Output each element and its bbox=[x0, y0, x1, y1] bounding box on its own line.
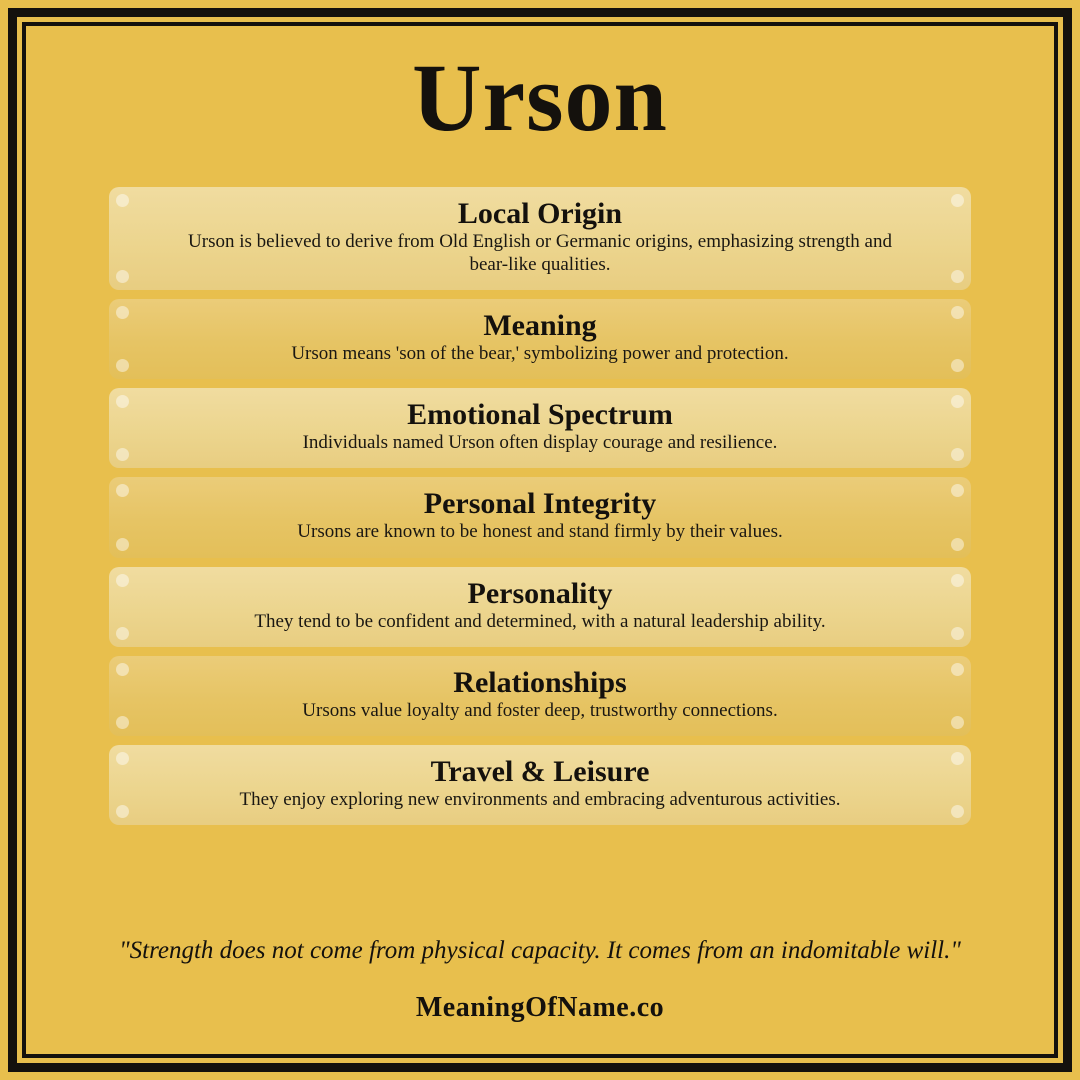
rivet-icon bbox=[951, 538, 964, 551]
rivet-icon bbox=[951, 306, 964, 319]
section-local-origin bbox=[109, 187, 971, 290]
rivet-icon bbox=[116, 627, 129, 640]
section-heading: Travel & Leisure bbox=[430, 755, 650, 788]
section-heading: Relationships bbox=[453, 665, 627, 699]
rivet-icon bbox=[951, 270, 964, 283]
rivet-icon bbox=[951, 716, 964, 729]
rivet-icon bbox=[116, 716, 129, 729]
rivet-icon bbox=[951, 484, 964, 497]
rivet-icon bbox=[951, 663, 964, 676]
page-title: Urson bbox=[412, 44, 668, 151]
rivet-icon bbox=[116, 574, 129, 587]
section-heading: Personality bbox=[467, 576, 613, 610]
rivet-icon bbox=[951, 359, 964, 372]
sections-list bbox=[109, 187, 971, 825]
rivet-icon bbox=[951, 395, 964, 408]
section-heading: Personal Integrity bbox=[423, 487, 657, 521]
section-travel-leisure bbox=[109, 745, 971, 825]
rivet-icon bbox=[116, 805, 129, 818]
section-text: Ursons are known to be honest and stand firmly by their values. bbox=[297, 521, 783, 543]
section-heading: Local Origin bbox=[457, 196, 623, 230]
rivet-icon bbox=[951, 574, 964, 587]
rivet-icon bbox=[116, 752, 129, 765]
rivet-icon bbox=[116, 448, 129, 461]
rivet-icon bbox=[951, 448, 964, 461]
rivet-icon bbox=[951, 805, 964, 818]
section-text: They enjoy exploring new environments and embracing adventurous activities. bbox=[239, 789, 841, 810]
section-heading: Meaning bbox=[483, 309, 597, 343]
rivet-icon bbox=[116, 663, 129, 676]
poster-footer bbox=[30, 936, 1050, 1050]
rivet-icon bbox=[951, 752, 964, 765]
section-text: Individuals named Urson often display courage and resilience. bbox=[302, 432, 778, 454]
quote-text: "Strength does not come from physical capacity. It comes from an indomitable will." bbox=[119, 937, 961, 964]
section-personal-integrity bbox=[109, 477, 971, 557]
rivet-icon bbox=[116, 359, 129, 372]
section-heading: Emotional Spectrum bbox=[407, 398, 673, 432]
section-relationships bbox=[109, 656, 971, 736]
rivet-icon bbox=[116, 306, 129, 319]
rivet-icon bbox=[116, 395, 129, 408]
section-text: Urson means 'son of the bear,' symbolizing power and protection. bbox=[291, 343, 789, 365]
section-text: Ursons value loyalty and foster deep, trustworthy connections. bbox=[302, 699, 778, 721]
section-text: Urson is believed to derive from Old English or Germanic origins, emphasizing strength and bear-like qualities. bbox=[188, 230, 892, 275]
rivet-icon bbox=[951, 194, 964, 207]
rivet-icon bbox=[116, 270, 129, 283]
section-text: They tend to be confident and determined, with a natural leadership ability. bbox=[254, 610, 826, 632]
brand-name: MeaningOfName.co bbox=[415, 992, 665, 1023]
rivet-icon bbox=[951, 627, 964, 640]
section-emotional-spectrum bbox=[109, 388, 971, 468]
rivet-icon bbox=[116, 538, 129, 551]
section-personality bbox=[109, 567, 971, 647]
poster-content bbox=[30, 30, 1050, 1050]
rivet-icon bbox=[116, 194, 129, 207]
rivet-icon bbox=[116, 484, 129, 497]
section-meaning bbox=[109, 299, 971, 379]
